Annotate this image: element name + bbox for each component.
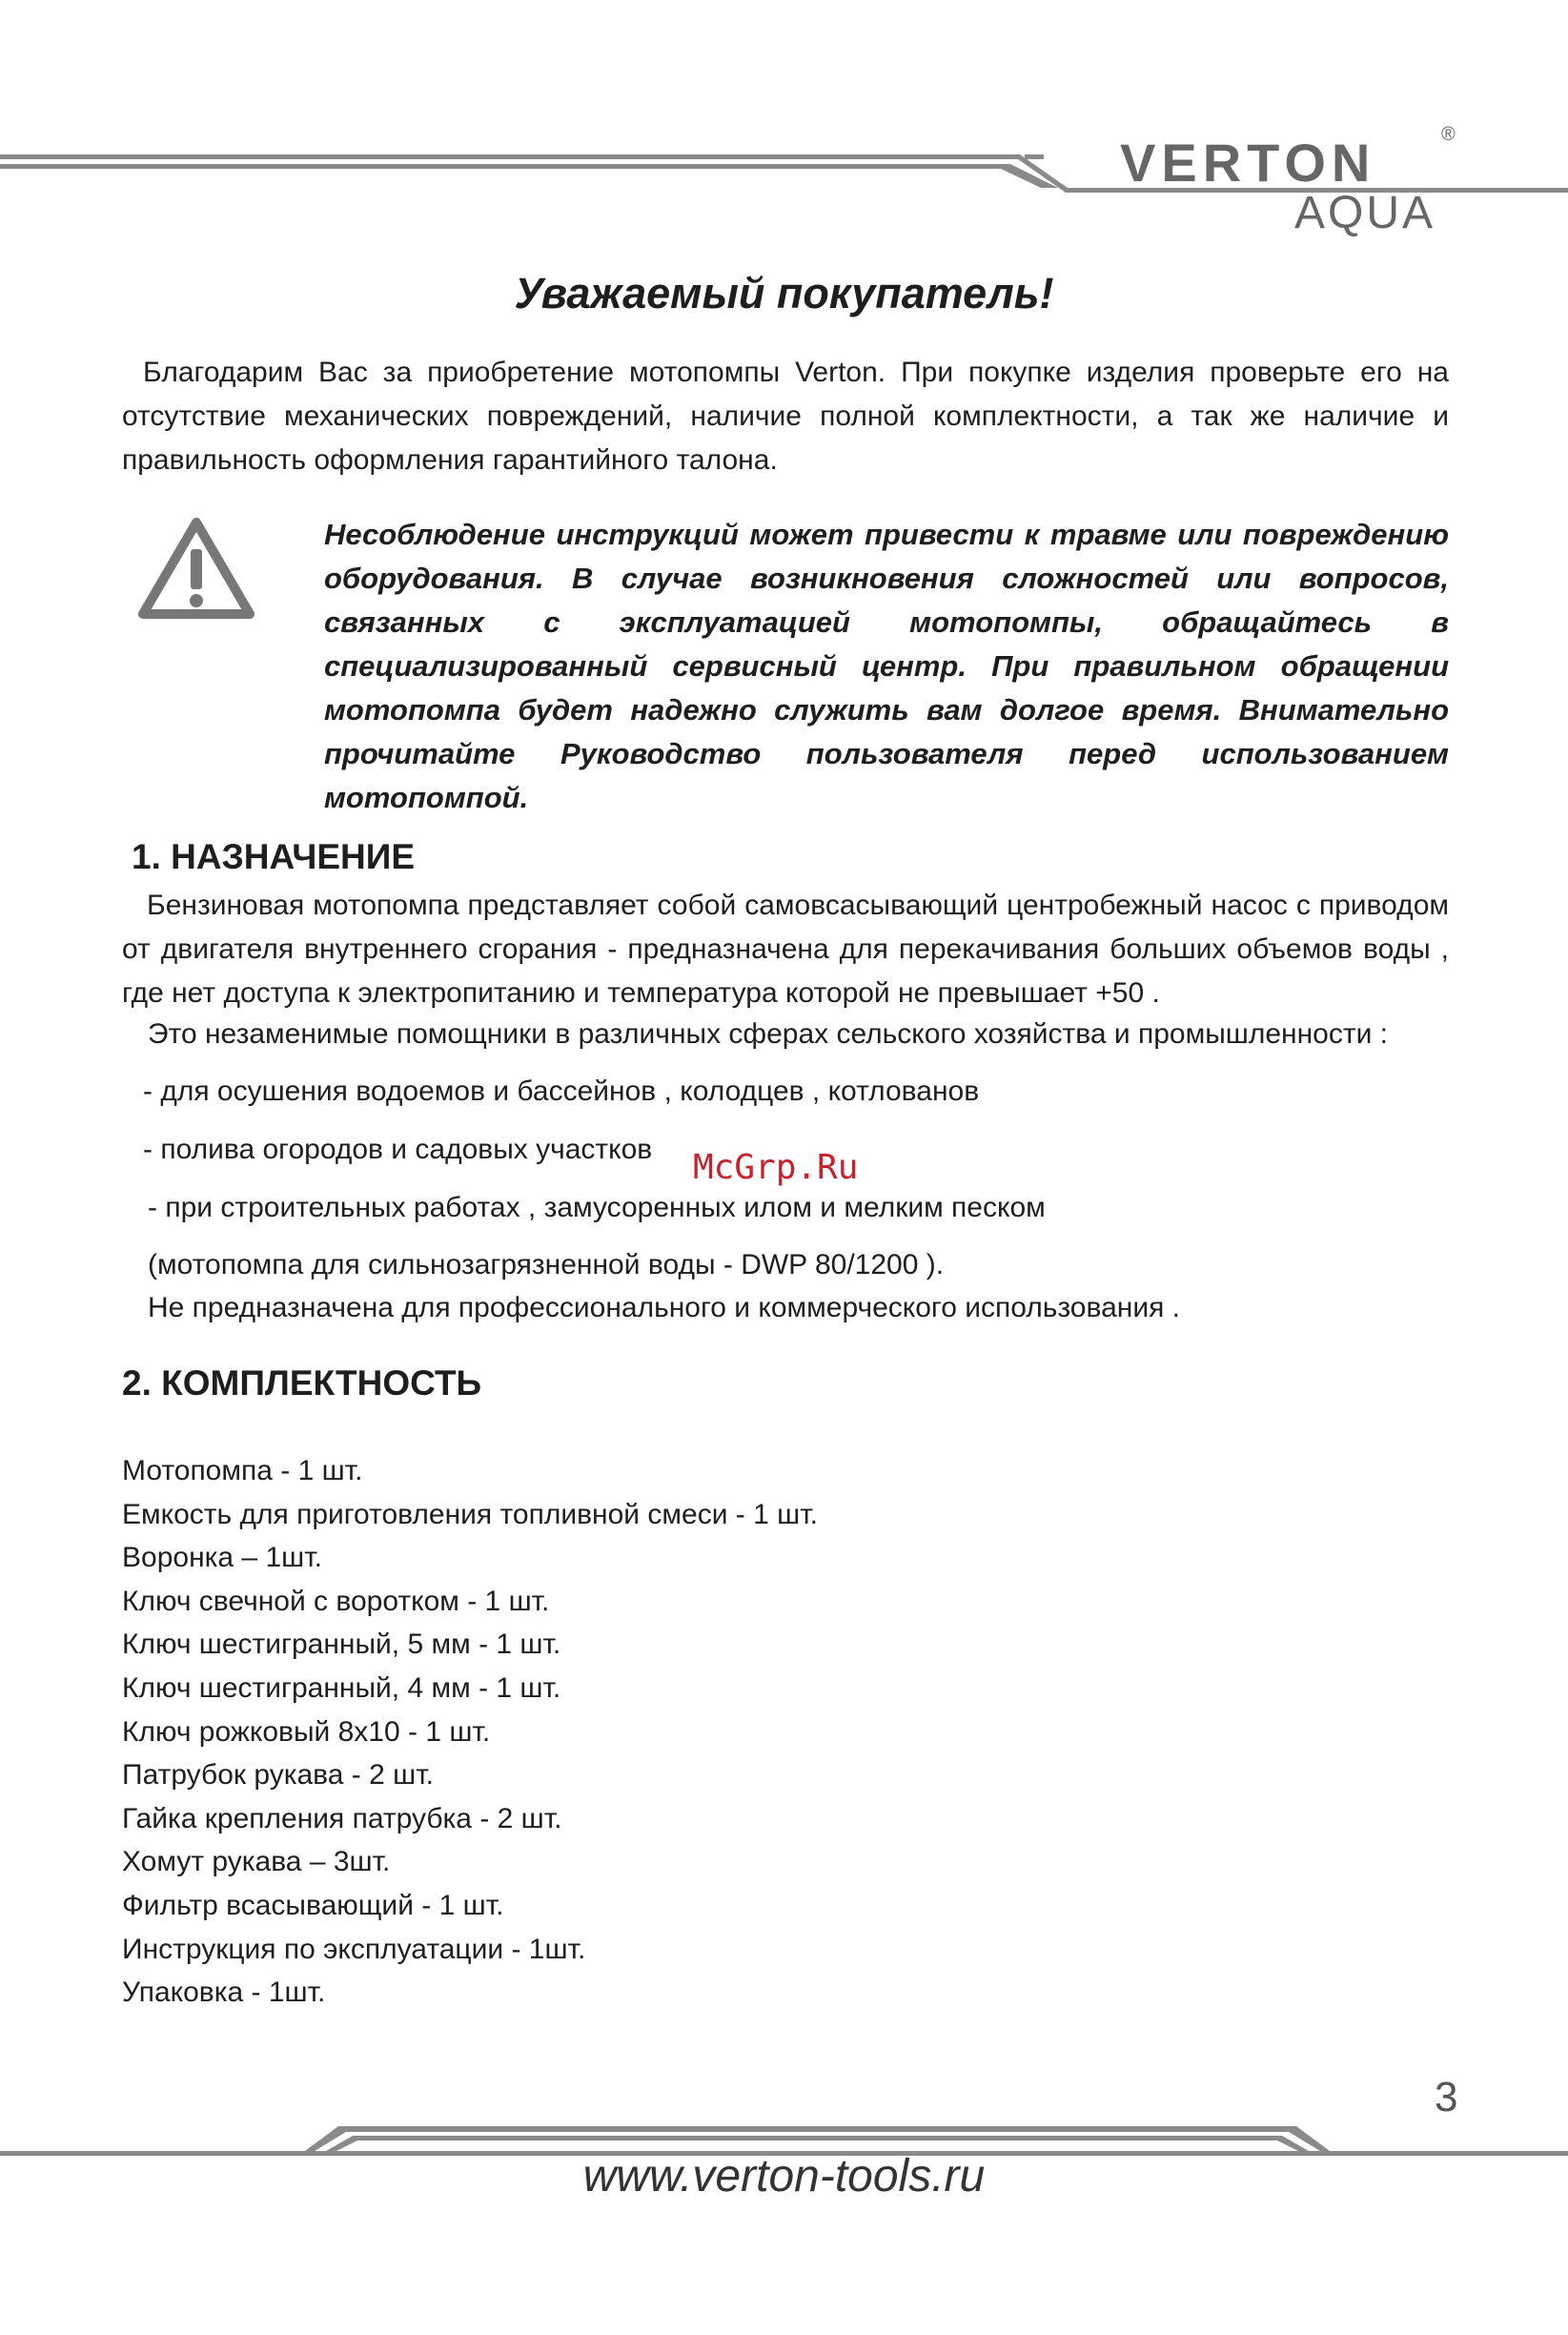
list-item: Гайка крепления патрубка - 2 шт. xyxy=(122,1802,562,1834)
list-item: Ключ свечной с воротком - 1 шт. xyxy=(122,1585,550,1617)
list-item: Воронка – 1шт. xyxy=(122,1542,322,1574)
list-item: Инструкция по эксплуатации - 1шт. xyxy=(122,1933,586,1965)
list-item: Ключ шестигранный, 4 мм - 1 шт. xyxy=(122,1671,561,1704)
section-1-paragraph-3: Не предназначена для профессионального и коммерческого использования . xyxy=(148,1292,1181,1323)
footer-url[interactable]: www.verton-tools.ru xyxy=(582,2151,986,2202)
section-2-title: 2. КОМПЛЕКТНОСТЬ xyxy=(122,1363,482,1403)
warning-triangle-icon xyxy=(135,515,257,622)
registered-mark: ® xyxy=(1441,124,1456,145)
list-item: - полива огородов и садовых участков xyxy=(143,1134,653,1165)
list-item: Мотопомпа - 1 шт. xyxy=(122,1455,363,1486)
list-item: Хомут рукава – 3шт. xyxy=(122,1846,391,1878)
section-1-title: 1. НАЗНАЧЕНИЕ xyxy=(132,837,416,876)
list-item: Ключ шестигранный, 5 мм - 1 шт. xyxy=(122,1628,561,1661)
list-item: Ключ рожковый 8х10 - 1 шт. xyxy=(122,1715,491,1748)
warning-text: Несоблюдение инструкций может привести к травме или повреждению оборудования. В случае возникновения сложностей или вопросов, связанных с эксплуатацией мотопомпы, обращайтесь в специализированный сервисный центр. При правильном обращении мотопомпа будет надежно служить вам долгое время. Внимательно прочитайте Руководство пользователя перед использованием мотопомпой. xyxy=(324,518,1449,814)
page-title: Уважаемый покупатель! xyxy=(514,269,1054,317)
list-item: Емкость для приготовления топливной смеси - 1 шт. xyxy=(122,1498,818,1530)
brand-name: VERTON xyxy=(1120,133,1376,193)
page-number: 3 xyxy=(1435,2074,1458,2120)
kit-list xyxy=(122,1449,818,2015)
section-1-note: (мотопомпа для сильнозагрязненной воды - DWP 80/1200 ). xyxy=(148,1249,945,1280)
brand-sub: AQUA xyxy=(1294,188,1436,238)
section-1-paragraph: Бензиновая мотопомпа представляет собой самовсасывающий центробежный насос с приводом от двигателя внутреннего сгорания - предназначена для перекачивания больших объемов воды , где нет доступа к электропитанию и температура которой не превышает +50 . xyxy=(122,890,1449,1009)
list-item: - при строительных работах , замусоренных илом и мелким песком xyxy=(148,1192,1046,1223)
list-item: Фильтр всасывающий - 1 шт. xyxy=(122,1889,504,1921)
intro-paragraph: Благодарим Вас за приобретение мотопомпы Verton. При покупке изделия проверьте его на отсутствие механических повреждений, наличие полной комплектности, а так же наличие и правильность оформления гарантийного талона. xyxy=(122,357,1449,476)
list-item: - для осушения водоемов и бассейнов , колодцев , котлованов xyxy=(143,1075,980,1107)
list-item: Патрубок рукава - 2 шт. xyxy=(122,1759,434,1792)
list-item: Упаковка - 1шт. xyxy=(122,1977,326,2009)
section-1-paragraph-2: Это незаменимые помощники в различных сферах сельского хозяйства и промышленности : xyxy=(148,1018,1389,1050)
watermark: McGrp.Ru xyxy=(693,1148,859,1187)
